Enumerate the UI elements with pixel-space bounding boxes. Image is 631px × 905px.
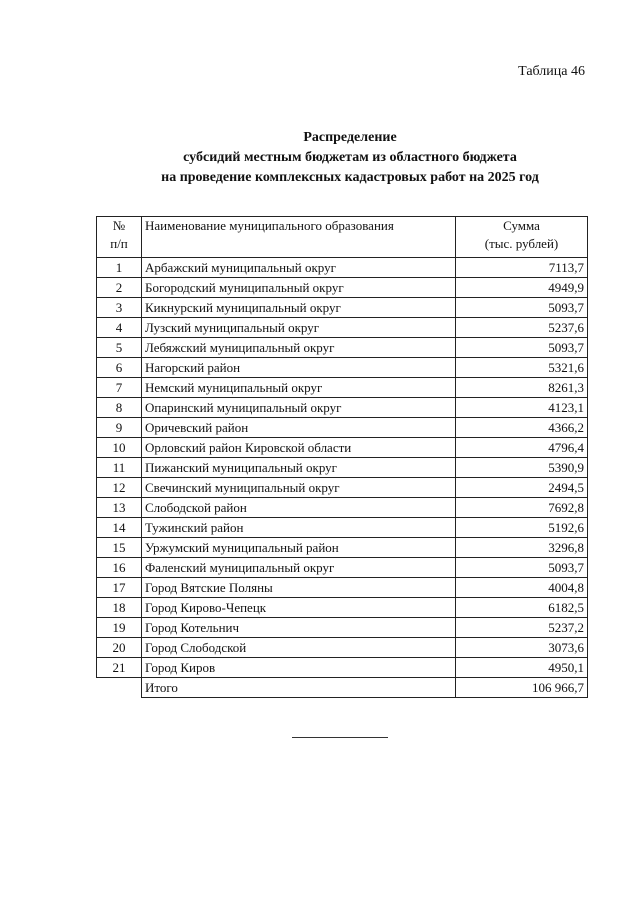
header-name: Наименование муниципального образования [142,217,456,258]
row-number: 19 [97,618,142,638]
row-name: Город Слободской [142,638,456,658]
row-sum: 7692,8 [456,498,588,518]
row-name: Немский муниципальный округ [142,378,456,398]
table-row [97,478,588,498]
row-number: 16 [97,558,142,578]
row-number: 1 [97,258,142,278]
heading-line-3: на проведение комплексных кадастровых работ на 2025 год [161,170,539,185]
closing-rule [292,737,388,738]
row-number: 6 [97,358,142,378]
row-number: 15 [97,538,142,558]
row-name: Фаленский муниципальный округ [142,558,456,578]
table-row [97,378,588,398]
row-number: 9 [97,418,142,438]
table-row [97,318,588,338]
table-row [97,538,588,558]
document-heading [100,128,600,188]
row-sum: 5237,6 [456,318,588,338]
row-sum: 4004,8 [456,578,588,598]
table-row [97,258,588,278]
row-number: 13 [97,498,142,518]
table-body [97,258,588,678]
row-sum: 5237,2 [456,618,588,638]
row-name: Нагорский район [142,358,456,378]
row-sum: 4366,2 [456,418,588,438]
table-row [97,298,588,318]
row-sum: 5390,9 [456,458,588,478]
row-sum: 5321,6 [456,358,588,378]
row-name: Арбажский муниципальный округ [142,258,456,278]
total-label: Итого [142,678,456,698]
row-sum: 5093,7 [456,298,588,318]
total-number-cell [97,678,142,698]
subsidy-table [96,216,588,698]
row-name: Лебяжский муниципальный округ [142,338,456,358]
row-name: Город Котельнич [142,618,456,638]
row-sum: 4950,1 [456,658,588,678]
row-number: 11 [97,458,142,478]
header-sum: Сумма (тыс. рублей) [456,217,588,258]
table-row [97,458,588,478]
row-sum: 5093,7 [456,558,588,578]
row-sum: 8261,3 [456,378,588,398]
table-reference: Таблица 46 [518,64,585,79]
row-number: 17 [97,578,142,598]
table-row [97,278,588,298]
row-number: 18 [97,598,142,618]
row-number: 10 [97,438,142,458]
row-number: 14 [97,518,142,538]
row-name: Слободской район [142,498,456,518]
row-name: Уржумский муниципальный район [142,538,456,558]
row-name: Город Вятские Поляны [142,578,456,598]
row-number: 12 [97,478,142,498]
row-number: 20 [97,638,142,658]
table-row [97,418,588,438]
row-number: 4 [97,318,142,338]
row-name: Пижанский муниципальный округ [142,458,456,478]
row-name: Орловский район Кировской области [142,438,456,458]
row-name: Свечинский муниципальный округ [142,478,456,498]
row-name: Опаринский муниципальный округ [142,398,456,418]
row-sum: 6182,5 [456,598,588,618]
row-name: Город Киров [142,658,456,678]
row-sum: 3073,6 [456,638,588,658]
table-row [97,618,588,638]
table-row [97,358,588,378]
row-name: Оричевский район [142,418,456,438]
row-sum: 2494,5 [456,478,588,498]
row-name: Кикнурский муниципальный округ [142,298,456,318]
row-number: 2 [97,278,142,298]
row-number: 5 [97,338,142,358]
table-row [97,438,588,458]
row-number: 7 [97,378,142,398]
row-sum: 5093,7 [456,338,588,358]
table-header-row [97,217,588,258]
total-row [97,678,588,698]
row-number: 3 [97,298,142,318]
table-row [97,658,588,678]
table-row [97,578,588,598]
row-sum: 5192,6 [456,518,588,538]
row-sum: 4796,4 [456,438,588,458]
table-row [97,398,588,418]
row-name: Тужинский район [142,518,456,538]
row-name: Лузский муниципальный округ [142,318,456,338]
table-row [97,638,588,658]
row-name: Богородский муниципальный округ [142,278,456,298]
row-sum: 3296,8 [456,538,588,558]
total-sum: 106 966,7 [456,678,588,698]
row-sum: 4123,1 [456,398,588,418]
heading-line-1: Распределение [303,130,397,145]
table-row [97,558,588,578]
row-number: 21 [97,658,142,678]
table-row [97,498,588,518]
table-row [97,338,588,358]
row-name: Город Кирово-Чепецк [142,598,456,618]
table-row [97,598,588,618]
header-number: № п/п [97,217,142,258]
row-sum: 4949,9 [456,278,588,298]
row-number: 8 [97,398,142,418]
row-sum: 7113,7 [456,258,588,278]
heading-line-2: субсидий местным бюджетам из областного бюджета [183,150,517,165]
table-row [97,518,588,538]
